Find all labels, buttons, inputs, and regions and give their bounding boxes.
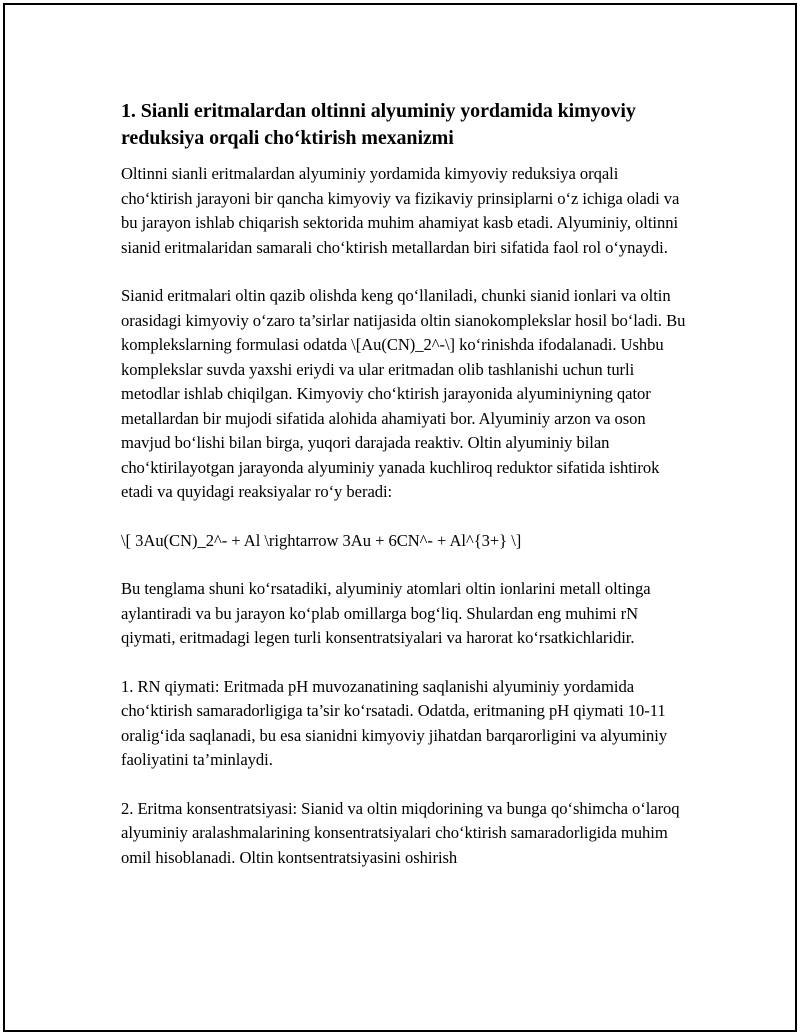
paragraph-cyanide: Sianid eritmalari oltin qazib olishda keng qo‘llaniladi, chunki sianid ionlari va oltin orasidagi kimyoviy o‘zaro ta’sirlar natijasida oltin sianokomplekslar hosil bo‘ladi. Bu komplekslarning formulasi odatda \[Au(CN)_2^-\] ko‘rinishda ifodalanadi. Ushbu komplekslar suvda yaxshi eriydi va ular eritmadan olib tashlanishi uchun turli metodlar ishlab chiqilgan. Kimyoviy cho‘ktirish jarayonida alyuminiyning qator metallardan bir mujodi sifatida alohida ahamiyati bor. Alyuminiy arzon va oson mavjud bo‘lishi bilan birga, yuqori darajada reaktiv. Oltin alyuminiy bilan cho‘ktirilayotgan jarayonda alyuminiy yanada kuchliroq reduktor sifatida ishtirok etadi va quyidagi reaksiyalar ro‘y beradi:	[121, 286, 686, 501]
document-body	[121, 98, 691, 894]
paragraph-intro: Oltinni sianli eritmalardan alyuminiy yordamida kimyoviy reduksiya orqali cho‘ktirish jarayoni bir qancha kimyoviy va fizikaviy prinsiplarni o‘z ichiga oladi va bu jarayon ishlab chiqarish sektorida muhim ahamiyat kasb etadi. Alyuminiy, oltinni sianid eritmalaridan samarali cho‘ktirish metallardan biri sifatida faol rol o‘ynaydi.	[121, 164, 680, 257]
reaction-equation: \[ 3Au(CN)_2^- + Al \rightarrow 3Au + 6CN^- + Al^{3+} \]	[121, 530, 522, 550]
list-item-ph: 1. RN qiymati: Eritmada pH muvozanatining saqlanishi alyuminiy yordamida cho‘ktirish samaradorligiga ta’sir ko‘rsatadi. Odatda, eritmaning pH qiymati 10-11 oralig‘ida saqlanadi, bu esa sianidni kimyoviy jihatdan barqarorligini va alyuminiy faoliyatini ta’minlaydi.	[121, 676, 668, 769]
section-heading: 1. Sianli eritmalardan oltinni alyuminiy yordamida kimyoviy reduksiya orqali cho‘ktirish mexanizmi	[121, 100, 636, 149]
list-item-concentration: 2. Eritma konsentratsiyasi: Sianid va oltin miqdorining va bunga qo‘shimcha o‘laroq alyuminiy aralashmalarining konsentratsiyalari cho‘ktirish samaradorligida muhim omil hisoblanadi. Oltin kontsentratsiyasini oshirish	[121, 798, 680, 867]
page-frame	[3, 3, 797, 1032]
paragraph-equation-explanation: Bu tenglama shuni ko‘rsatadiki, alyuminiy atomlari oltin ionlarini metall oltinga aylantiradi va bu jarayon ko‘plab omillarga bog‘liq. Shulardan eng muhimi rN qiymati, eritmadagi legen turli konsentratsiyalari va harorat ko‘rsatkichlaridir.	[121, 579, 651, 647]
